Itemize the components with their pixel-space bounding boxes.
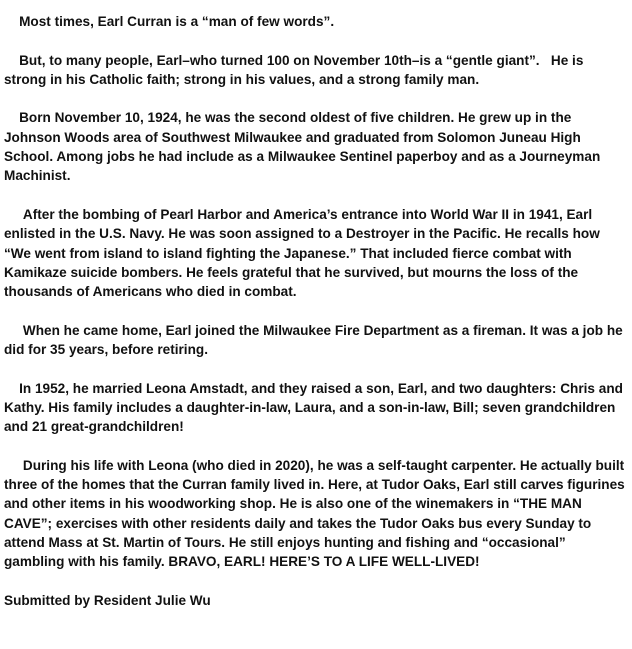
paragraph-gentle-giant: But, to many people, Earl–who turned 100 on November 10th–is a “gentle giant”. He is strong in his Catholic faith; strong in his values, and a strong family man.	[4, 52, 588, 87]
paragraph-fire-department: When he came home, Earl joined the Milwaukee Fire Department as a fireman. It was a job he did for 35 years, before retiring.	[4, 322, 627, 358]
article-body	[4, 12, 628, 630]
paragraph-navy-service: After the bombing of Pearl Harbor and America’s entrance into World War II in 1941, Earl enlisted in the U.S. Navy. He was soon assigned to a Destroyer in the Pacific. He recalls how “We went from island to island fighting the Japanese.” That included fierce combat with Kamikaze suicide bombers. He feels grateful that he survived, but mourns the loss of the thousands of Americans who died in combat.	[4, 206, 604, 300]
paragraph-early-life: Born November 10, 1924, he was the second oldest of five children. He grew up in the Johnson Woods area of Southwest Milwaukee and graduated from Solomon Juneau High School. Among jobs he had include as a Milwaukee Sentinel paperboy and as a Journeyman Machinist.	[4, 110, 605, 184]
paragraph-family: In 1952, he married Leona Amstadt, and they raised a son, Earl, and two daughters: Chris and Kathy. His family includes a daughter-in-law, Laura, and a son-in-law, Bill; seven grandchildren and 21 great-grandchildren!	[4, 380, 627, 435]
signature-line: Submitted by Resident Julie Wu	[4, 592, 211, 608]
paragraph-intro: Most times, Earl Curran is a “man of few words”.	[4, 14, 335, 29]
paragraph-carpentry-hobbies: During his life with Leona (who died in 2020), he was a self-taught carpenter. He actually built three of the homes that the Curran family lived in. Here, at Tudor Oaks, Earl still carves figurines and other items in his woodworking shop. He is also one of the winemakers in “THE MAN CAVE”; exercises with other residents daily and takes the Tudor Oaks bus every Sunday to attend Mass at St. Martin of Tours. He still enjoys hunting and fishing and “occasional” gambling with his family. BRAVO, EARL! HERE’S TO A LIFE WELL-LIVED!	[4, 457, 629, 570]
